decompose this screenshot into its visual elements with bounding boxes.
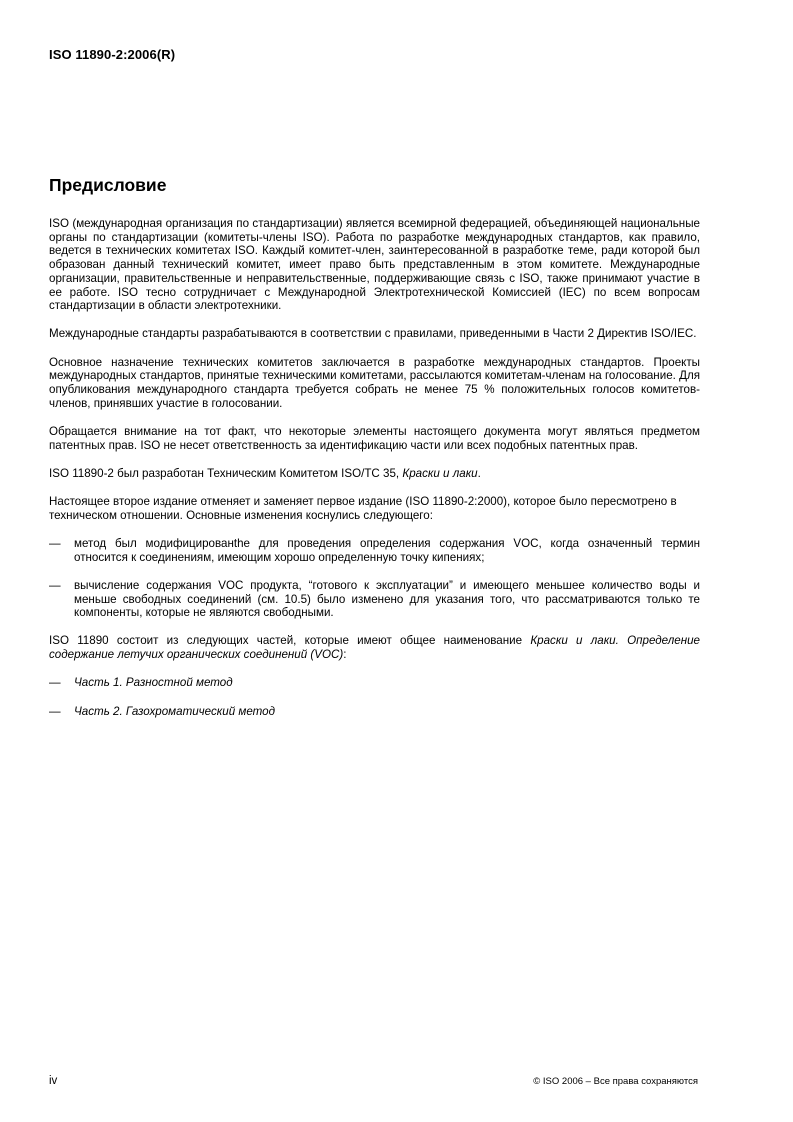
dash-marker: — bbox=[49, 536, 61, 550]
part-2-title: Часть 2. Газохроматический метод bbox=[74, 704, 276, 718]
copyright-notice: © ISO 2006 – Все права сохраняются bbox=[533, 1076, 698, 1087]
document-id: ISO 11890-2:2006(R) bbox=[49, 47, 176, 62]
paragraph-parts-intro bbox=[49, 634, 700, 661]
parts-intro-end: : bbox=[343, 648, 347, 662]
dash-marker: — bbox=[49, 676, 61, 690]
prepared-by-text: ISO 11890-2 был разработан Техническим Комитетом ISO/TC 35, bbox=[49, 466, 403, 480]
paragraph-patents: Обращается внимание на тот факт, что некоторые элементы настоящего документа могут являться предметом патентных прав. ISO не несет ответственность за идентификацию части или всех подобных патентных прав. bbox=[49, 424, 700, 452]
paragraph-iso-intro: ISO (международная организация по стандартизации) является всемирной федерацией, объединяющей национальные органы по стандартизации (комитеты-члены ISO). Работа по разработке международных стандартов, как правило, ведется в технических комитетах ISO. Каждый комитет-член, заинтересованной в разработке теме, ради которой был образован данный технический комитет, имеет право быть представленным в этом комитете. Международные организации, правительственные и неправительственные, поддерживающие связь с ISO, также принимают участие в ее работе. ISO тесно сотрудничает с Международной Электротехнической Комиссией (IEC) по всем вопросам стандартизации в области электротехники. bbox=[49, 217, 700, 313]
dash-marker: — bbox=[49, 578, 61, 592]
dash-marker: — bbox=[49, 704, 61, 718]
paragraph-prepared-by bbox=[49, 467, 700, 481]
section-title: Предисловие bbox=[49, 175, 167, 195]
paragraph-second-edition: Настоящее второе издание отменяет и заменяет первое издание (ISO 11890-2:2000), которое было пересмотрено в техническом отношении. Основные изменения коснулись следующего: bbox=[49, 495, 677, 522]
paragraph-committees: Основное назначение технических комитетов заключается в разработке международных стандартов. Проекты международных стандартов, принятые техническими комитетами, рассылаются комитетам-членам на голосование. Для опубликования международного стандарта требуется собрать не менее 75 % положительных голосов комитетов-членов, принявших участие в голосовании. bbox=[49, 355, 700, 410]
change-item bbox=[49, 579, 700, 620]
change-item-text: вычисление содержания VOC продукта, “готового к эксплуатации” и имеющего меньшее количество воды и меньше свободных соединений (см. 10.5) было изменено для указания того, что рассматриваются только те компоненты, которые не являются свободными. bbox=[74, 578, 700, 620]
part-item bbox=[49, 676, 700, 690]
page-number: iv bbox=[49, 1075, 58, 1087]
paragraph-directives: Международные стандарты разрабатываются в соответствии с правилами, приведенными в Части 2 Директив ISO/IEC. bbox=[49, 327, 697, 341]
parts-common-title: Краски и лаки. Определение содержание летучих органических соединений (VOC) bbox=[49, 634, 700, 662]
change-item bbox=[49, 537, 700, 564]
prepared-by-end: . bbox=[477, 466, 481, 480]
part-item bbox=[49, 705, 700, 719]
parts-intro-text: ISO 11890 состоит из следующих частей, которые имеют общее наименование bbox=[49, 634, 531, 648]
part-1-title: Часть 1. Разностной метод bbox=[74, 676, 233, 690]
document-body bbox=[49, 217, 700, 733]
prepared-by-title: Краски и лаки bbox=[402, 466, 478, 480]
change-item-text: метод был модифицированthe для проведения определения содержания VOC, когда означенный термин относится к соединениям, имеющим хорошо определенную точку кипениях; bbox=[74, 536, 700, 564]
